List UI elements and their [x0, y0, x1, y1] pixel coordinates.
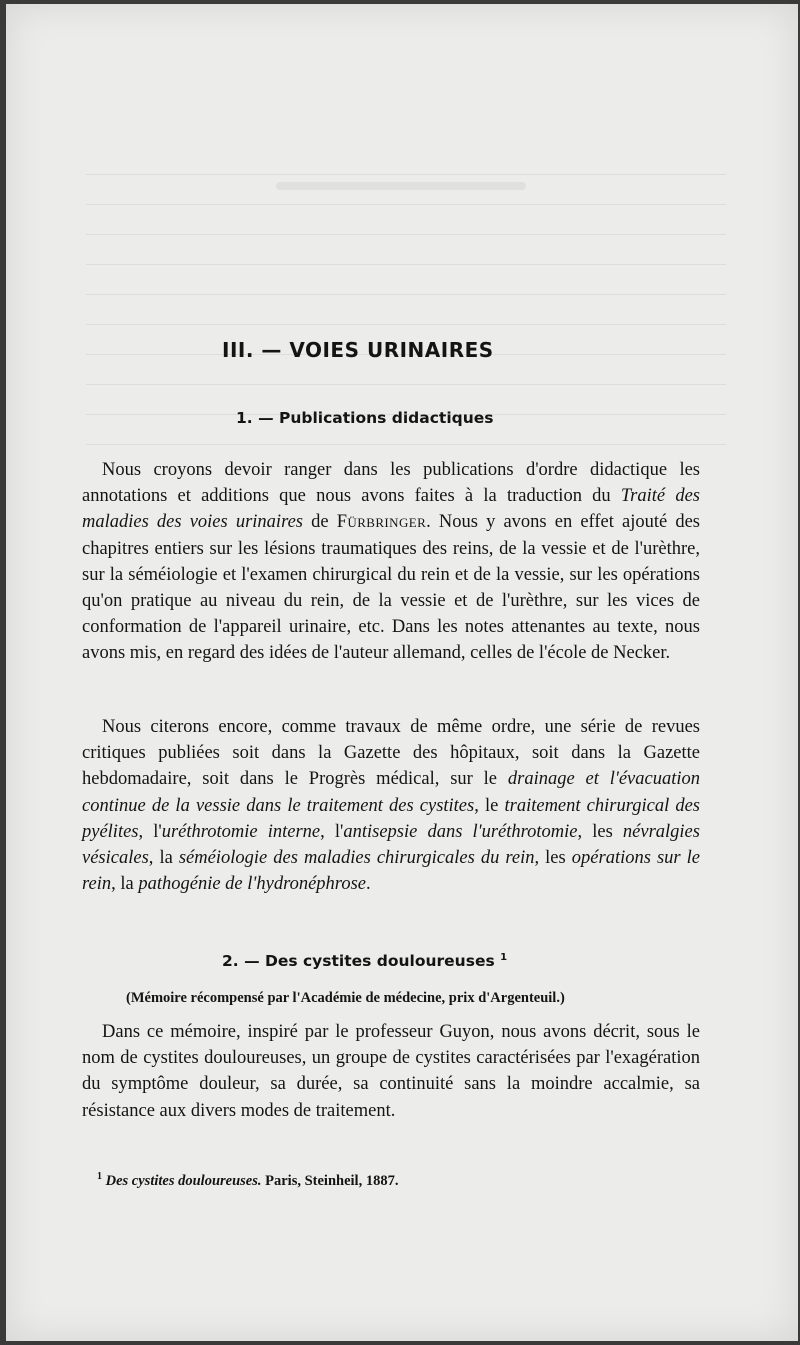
award-note: (Mémoire récompensé par l'Académie de médecine, prix d'Argenteuil.)	[126, 990, 565, 1006]
topic: drainage et l'évacuation continue de la vessie dans le traitement des cystites	[82, 769, 700, 816]
footnote-text: Paris, Steinheil, 1887.	[261, 1172, 399, 1189]
author-name: Fürbringer	[336, 512, 427, 533]
show-through-header	[276, 182, 526, 190]
topic: traitement chirurgical des pyélites	[82, 795, 701, 842]
book-title: Traité des maladies des voies urinaires	[82, 486, 701, 533]
paragraph-memoire	[82, 1019, 700, 1124]
footnote-mark: 1	[97, 1171, 102, 1182]
subsection-title-text: 2. — Des cystites douloureuses	[222, 952, 495, 971]
text: . Nous y avons en effet ajouté des chapitres entiers sur les lésions traumatiques des reins, de la vessie et de l'urèthre, sur la séméiologie et l'examen chirurgical du rein et de la vessie, sur les opérations qu'on pratique au niveau du rein, de la vessie et de l'urèthre, sur les vices de conformation de l'appareil urinaire, etc. Dans les notes attenantes au texte, nous avons mis, en regard des idées de l'auteur allemand, celles de l'école de Necker.	[82, 512, 700, 664]
text: , l'	[320, 821, 344, 842]
topic: uréthrotomie interne	[161, 821, 321, 842]
text: Nous croyons devoir ranger dans les publications d'ordre didactique les annotations et additions que nous avons faites à la traduction du	[82, 460, 700, 507]
subsection-title-cystites	[222, 952, 507, 970]
topic: séméiologie des maladies chirurgicales du rein	[178, 848, 535, 869]
text: .	[365, 874, 371, 895]
footnote-title: Des cystites douloureuses.	[105, 1172, 262, 1189]
paragraph-didactic	[82, 457, 700, 667]
text: Dans ce mémoire, inspiré par le professeur Guyon, nous avons décrit, sous le nom de cystites douloureuses, un groupe de cystites caractérisées par l'exagération du symptôme douleur, sa durée, sa continuité sans la moindre accalmie, sa résistance aux divers modes de traitement.	[82, 1022, 700, 1121]
section-title: III. — VOIES URINAIRES	[222, 338, 494, 362]
paragraph-reviews	[82, 714, 700, 897]
footnote	[97, 1171, 398, 1190]
footnote-ref: 1	[500, 952, 508, 963]
text: , le	[474, 795, 505, 816]
text: de	[303, 512, 337, 533]
subsection-title-publications: 1. — Publications didactiques	[236, 409, 494, 427]
topic: opérations sur le rein	[82, 848, 701, 895]
page	[6, 4, 798, 1341]
text: , les	[534, 848, 572, 869]
show-through-text	[86, 174, 726, 474]
text: , l'	[138, 821, 162, 842]
text: Nous citerons encore, comme travaux de même ordre, une série de revues critiques publiées soit dans la Gazette des hôpitaux, soit dans la Gazette hebdomadaire, soit dans le Progrès médical, sur le	[82, 717, 700, 790]
topic: névralgies vésicales	[82, 821, 700, 869]
topic: antisepsie dans l'uréthrotomie	[343, 821, 578, 842]
text: , la	[111, 874, 139, 895]
topic: pathogénie de l'hydronéphrose	[138, 874, 366, 895]
text: , la	[148, 848, 179, 869]
text: , les	[577, 821, 623, 842]
